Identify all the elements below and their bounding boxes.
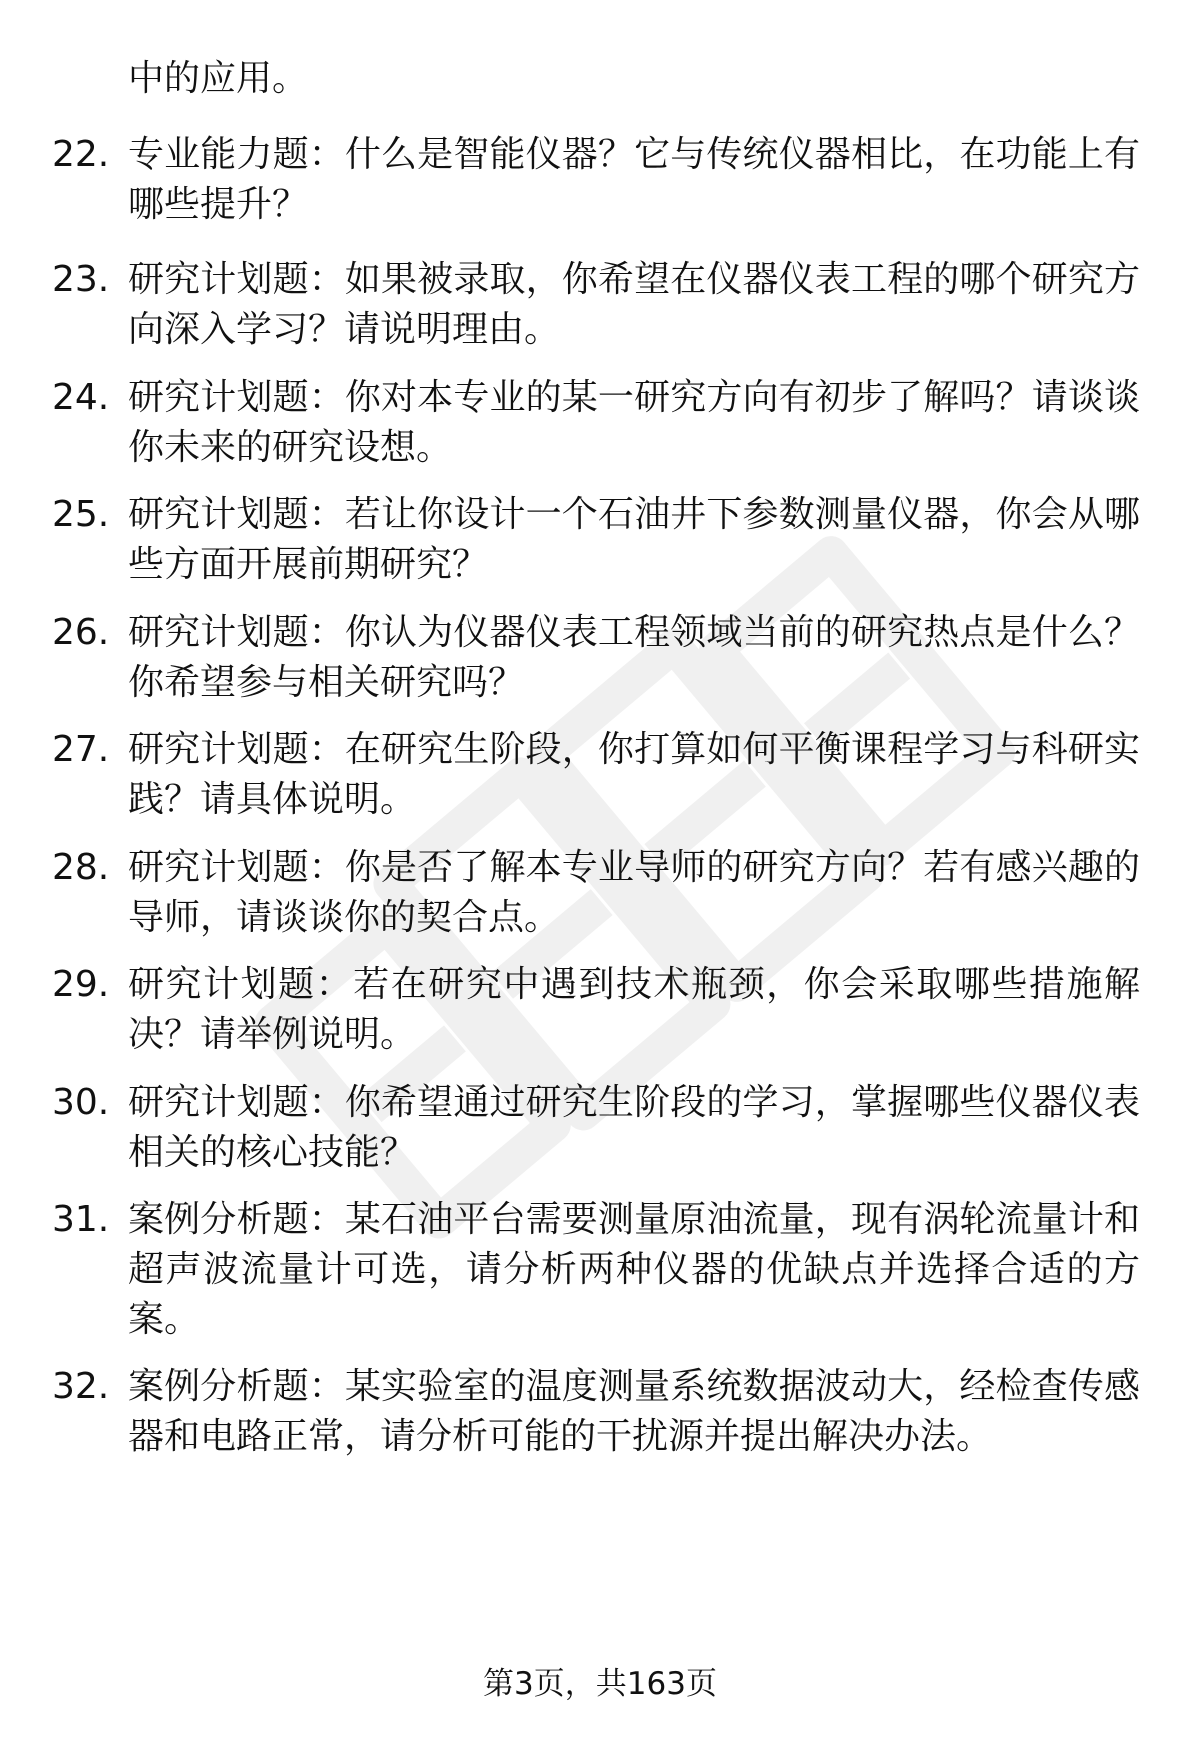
question-number: 23. xyxy=(52,259,110,300)
question-text: 专业能力题：什么是智能仪器？它与传统仪器相比，在功能上有哪些提升？ xyxy=(128,134,1140,225)
question-number: 32. xyxy=(52,1366,110,1407)
question-number: 28. xyxy=(52,847,110,888)
question-number: 22. xyxy=(52,134,110,175)
question-number: 24. xyxy=(52,377,110,418)
question-text: 研究计划题：若让你设计一个石油井下参数测量仪器，你会从哪些方面开展前期研究？ xyxy=(128,494,1140,585)
question-number: 26. xyxy=(52,612,110,653)
page-number-footer: 第3页，共163页 xyxy=(483,1666,717,1702)
question-number: 25. xyxy=(52,494,110,535)
question-text: 研究计划题：你认为仪器仪表工程领域当前的研究热点是什么？你希望参与相关研究吗？ xyxy=(128,612,1140,703)
question-number: 30. xyxy=(52,1082,110,1123)
question-number: 27. xyxy=(52,729,110,770)
question-text: 研究计划题：你是否了解本专业导师的研究方向？若有感兴趣的导师，请谈谈你的契合点。 xyxy=(128,847,1140,938)
question-text: 案例分析题：某实验室的温度测量系统数据波动大，经检查传感器和电路正常，请分析可能的干扰源并提出解决办法。 xyxy=(128,1366,1140,1457)
question-text: 研究计划题：你希望通过研究生阶段的学习，掌握哪些仪器仪表相关的核心技能？ xyxy=(128,1082,1140,1173)
question-text: 研究计划题：如果被录取，你希望在仪器仪表工程的哪个研究方向深入学习？请说明理由。 xyxy=(128,259,1140,350)
question-text: 研究计划题：若在研究中遇到技术瓶颈，你会采取哪些措施解决？请举例说明。 xyxy=(128,964,1140,1055)
continuation-text: 中的应用。 xyxy=(128,58,309,99)
question-text: 案例分析题：某石油平台需要测量原油流量，现有涡轮流量计和超声波流量计可选，请分析两种仪器的优缺点并选择合适的方案。 xyxy=(128,1199,1140,1340)
question-number: 29. xyxy=(52,964,110,1005)
question-number: 31. xyxy=(52,1199,110,1240)
question-text: 研究计划题：你对本专业的某一研究方向有初步了解吗？请谈谈你未来的研究设想。 xyxy=(128,377,1140,468)
question-text: 研究计划题：在研究生阶段，你打算如何平衡课程学习与科研实践？请具体说明。 xyxy=(128,729,1140,820)
